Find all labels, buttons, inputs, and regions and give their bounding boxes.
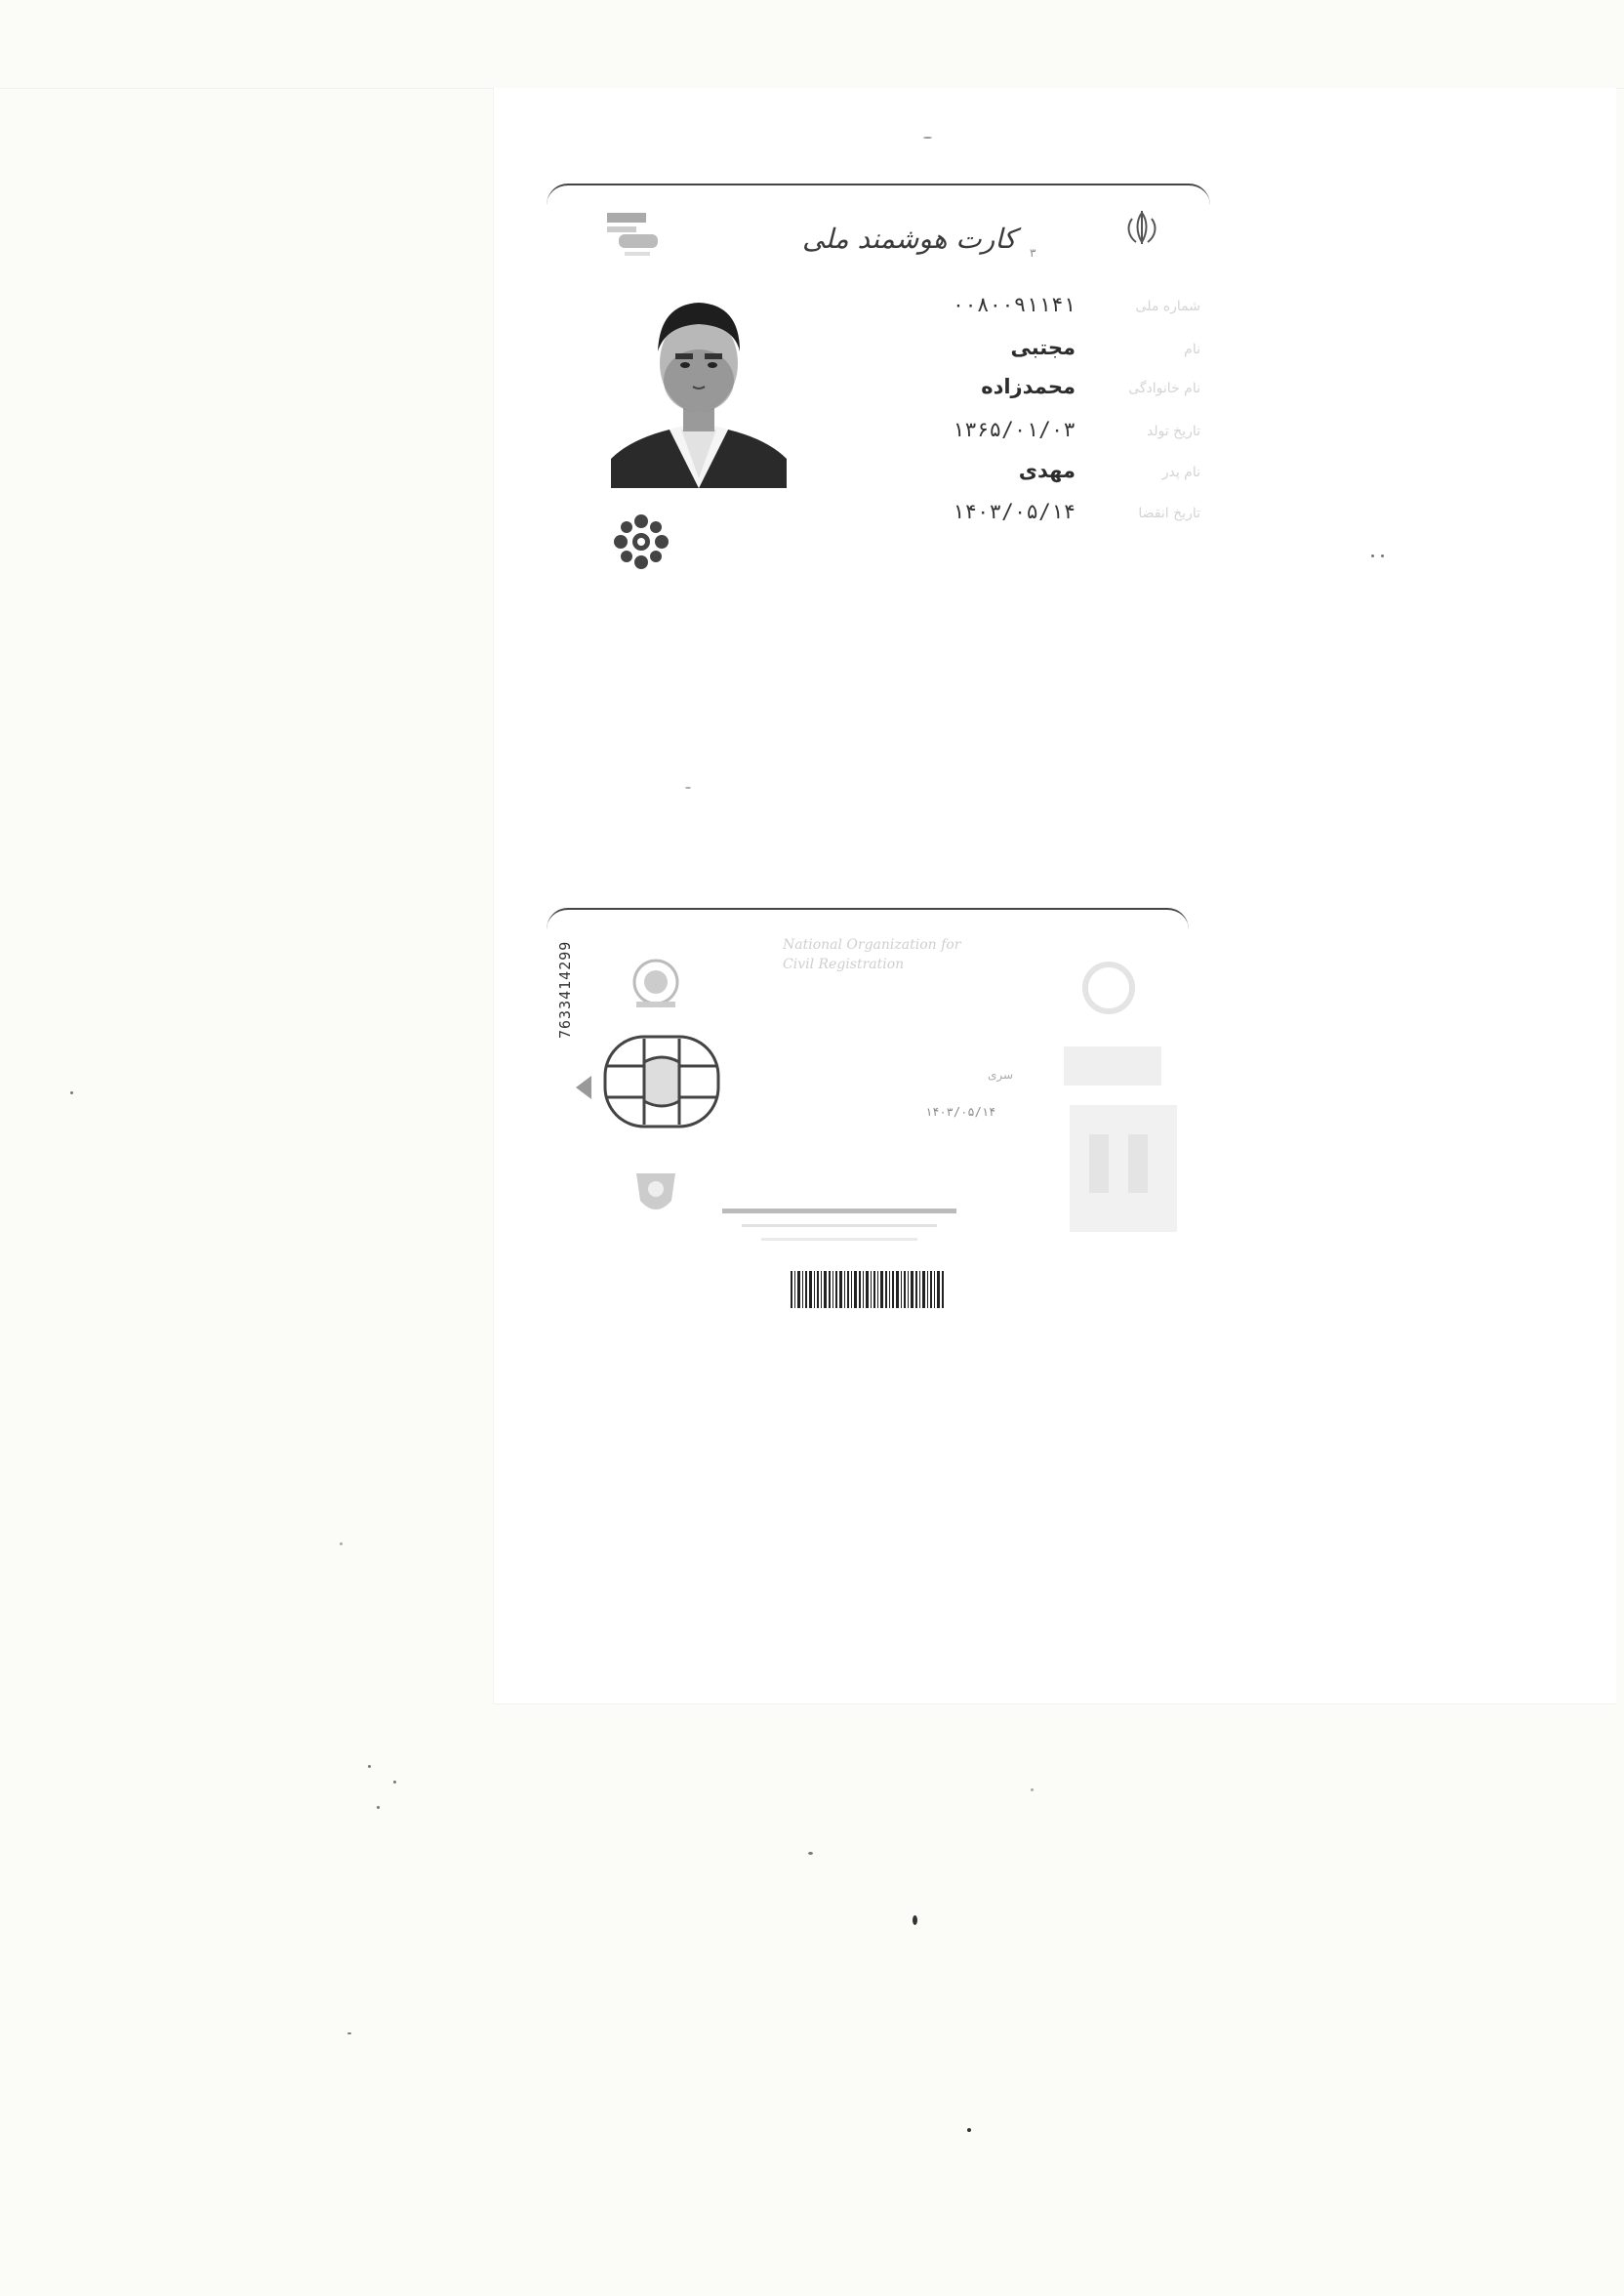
scan-speck (1031, 1788, 1034, 1791)
lion-emblem-icon (627, 955, 685, 1017)
id-card-back (547, 908, 1189, 1320)
shield-emblem-icon (627, 1166, 685, 1228)
rosette-seal-icon (607, 508, 675, 580)
back-date: ۱۴۰۳/۰۵/۱۴ (925, 1105, 996, 1119)
org-line-1: National Organization for (783, 937, 961, 953)
flag-icon (605, 211, 664, 273)
back-label: سری (988, 1068, 1014, 1082)
scan-speck (393, 1781, 396, 1784)
field-label-last-name: نام خانوادگی (1128, 381, 1200, 396)
field-value-last-name: محمدزاده (981, 375, 1076, 398)
field-value-expiry-date: ۱۴۰۳/۰۵/۱۴ (952, 500, 1076, 523)
scan-speck (913, 1915, 917, 1925)
scan-speck (1371, 554, 1374, 557)
scan-speck (347, 2032, 351, 2034)
field-label-national-id: شماره ملی (1135, 299, 1200, 314)
field-label-first-name: نام (1184, 342, 1200, 357)
field-label-birth-date: تاریخ تولد (1146, 424, 1200, 439)
issuing-organization (783, 935, 960, 974)
fine-print (722, 1203, 956, 1265)
scan-speck (377, 1806, 380, 1809)
card-small-digit: ۳ (1030, 246, 1036, 260)
scan-speck (808, 1852, 813, 1855)
scan-speck (1381, 554, 1384, 557)
scan-speck (923, 137, 932, 139)
field-value-birth-date: ۱۳۶۵/۰۱/۰۳ (952, 418, 1076, 441)
smart-chip-icon (603, 1035, 720, 1132)
arrow-marker-icon (576, 1076, 591, 1103)
field-value-first-name: مجتبی (1010, 336, 1076, 359)
scan-speck (368, 1765, 371, 1768)
field-value-national-id: ۰۰۸۰۰۹۱۱۴۱ (952, 293, 1076, 316)
scan-speck (685, 787, 691, 789)
portrait-photo (611, 283, 787, 488)
barcode (791, 1271, 945, 1308)
field-value-father-name: مهدی (1018, 459, 1076, 482)
building-watermark-icon (1050, 949, 1187, 1275)
org-line-2: Civil Registration (783, 957, 905, 972)
id-card-front (547, 184, 1210, 595)
iran-emblem-icon (1120, 209, 1163, 252)
scan-speck (70, 1091, 73, 1094)
card-title: کارت هوشمند ملی (802, 223, 1017, 255)
scan-speck (967, 2128, 971, 2132)
card-serial-number: 7633414299 (556, 940, 574, 1039)
field-label-expiry-date: تاریخ انقضا (1138, 506, 1200, 521)
scan-speck (340, 1542, 343, 1545)
field-label-father-name: نام پدر (1161, 465, 1200, 480)
